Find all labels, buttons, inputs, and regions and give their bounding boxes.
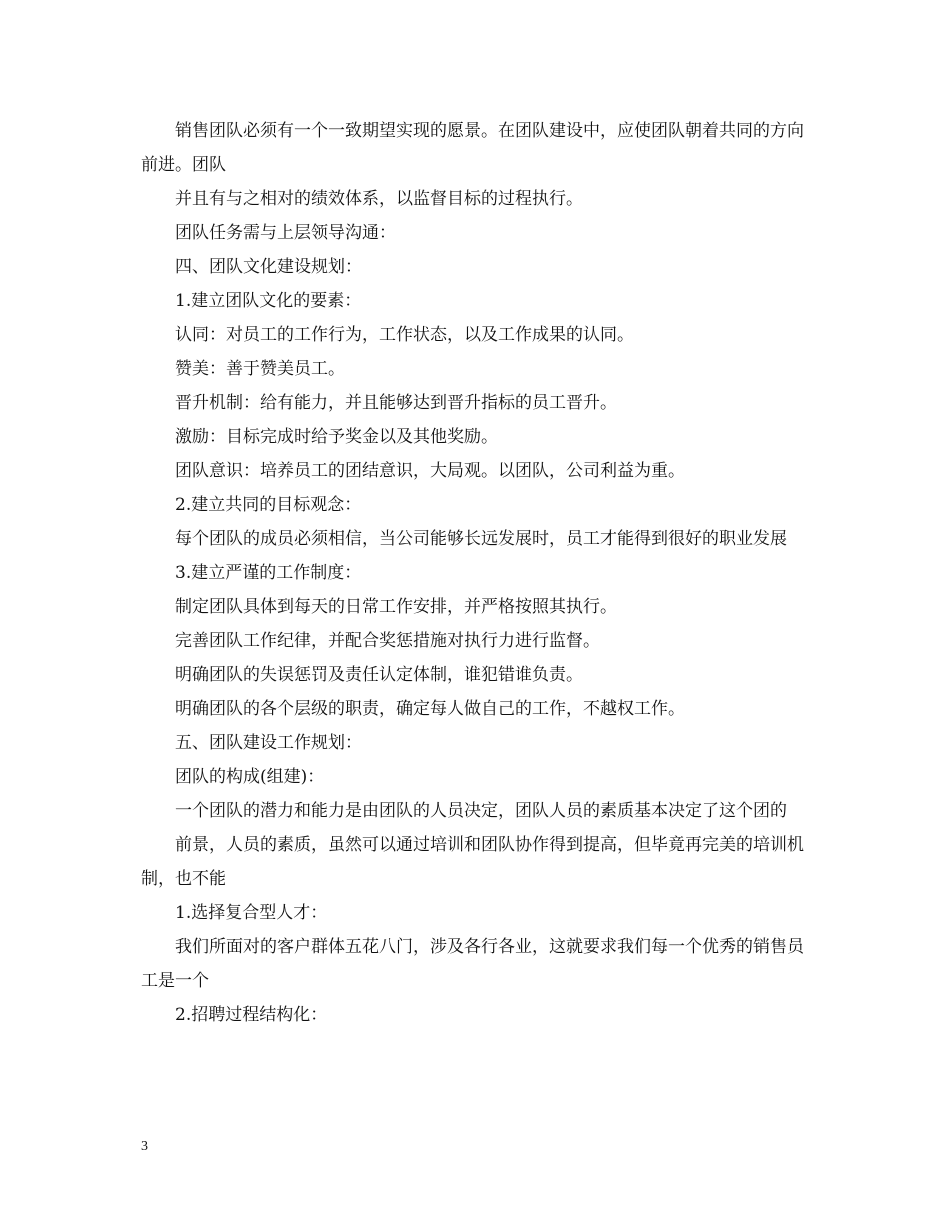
paragraph: 每个团队的成员必须相信，当公司能够长远发展时，员工才能得到很好的职业发展 <box>175 529 787 549</box>
paragraph: 晋升机制：给有能力，并且能够达到晋升指标的员工晋升。 <box>175 393 617 413</box>
paragraph: 前景，人员的素质，虽然可以通过培训和团队协作得到提高，但毕竟再完美的培训机制，也不能 <box>141 835 804 889</box>
paragraph: 一个团队的潜力和能力是由团队的人员决定，团队人员的素质基本决定了这个团的 <box>175 801 787 821</box>
subsection-heading: 1.选择复合型人才： <box>175 903 328 923</box>
paragraph: 明确团队的各个层级的职责，确定每人做自己的工作，不越权工作。 <box>175 699 685 719</box>
paragraph: 赞美：善于赞美员工。 <box>175 359 345 379</box>
subsection-heading: 1.建立团队文化的要素： <box>175 291 362 311</box>
paragraph: 激励：目标完成时给予奖金以及其他奖励。 <box>175 427 498 447</box>
paragraph: 认同：对员工的工作行为，工作状态，以及工作成果的认同。 <box>175 325 634 345</box>
document-body <box>141 114 813 1032</box>
section-heading: 五、团队建设工作规划： <box>175 733 362 753</box>
paragraph: 团队的构成(组建)： <box>175 767 325 787</box>
paragraph: 制定团队具体到每天的日常工作安排，并严格按照其执行。 <box>175 597 617 617</box>
paragraph: 团队意识：培养员工的团结意识，大局观。以团队，公司利益为重。 <box>175 461 685 481</box>
section-heading: 四、团队文化建设规划： <box>175 257 362 277</box>
paragraph: 完善团队工作纪律，并配合奖惩措施对执行力进行监督。 <box>175 631 600 651</box>
subsection-heading: 2.建立共同的目标观念： <box>175 495 362 515</box>
paragraph: 并且有与之相对的绩效体系，以监督目标的过程执行。 <box>175 189 583 209</box>
paragraph: 销售团队必须有一个一致期望实现的愿景。在团队建设中，应使团队朝着共同的方向前进。团队 <box>141 121 804 175</box>
paragraph: 我们所面对的客户群体五花八门，涉及各行各业，这就要求我们每一个优秀的销售员工是一个 <box>141 937 804 991</box>
subsection-heading: 2.招聘过程结构化： <box>175 1005 328 1025</box>
paragraph: 明确团队的失误惩罚及责任认定体制，谁犯错谁负责。 <box>175 665 583 685</box>
page-number: 3 <box>141 1139 148 1154</box>
subsection-heading: 3.建立严谨的工作制度： <box>175 563 362 583</box>
paragraph: 团队任务需与上层领导沟通： <box>175 223 396 243</box>
